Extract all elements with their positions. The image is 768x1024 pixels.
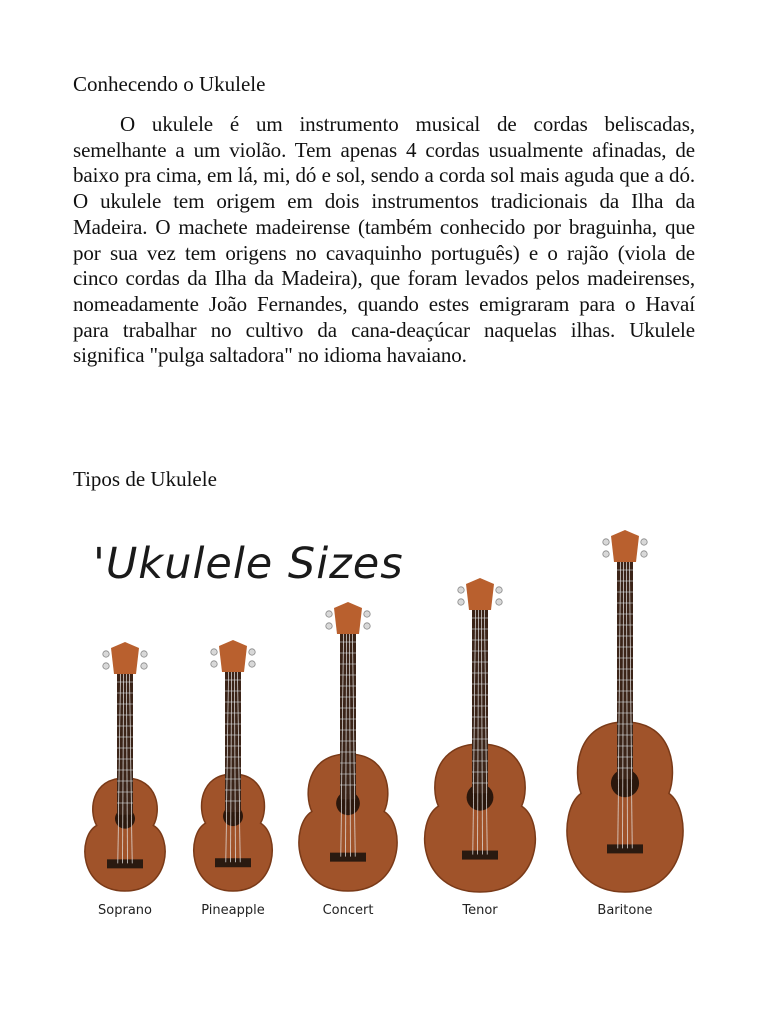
tuning-peg [458,599,464,605]
tuning-peg [364,611,370,617]
figure-title: 'Ukulele Sizes [93,539,404,589]
ukulele-sizes-illustration [73,516,705,928]
size-label-concert: Concert [322,903,374,918]
intro-paragraph: O ukulele é um instrumento musical de cordas beliscadas, semelhante a um violão. Tem apenas 4 cordas usualmente afinadas, de baixo pra cima, em lá, mi, dó e sol, sendo a corda sol mais aguda que a dó. O ukulele tem origem em dois instrumentos tradicionais da Ilha da Madeira. O machete madeirense (também conhecido por braguinha, que por sua vez tem origens no cavaquinho português) e o rajão (viola de cinco cordas da Ilha da Madeira), que foram levados pelos madeirenses, nomeadamente João Fernandes, quando estes emigraram para o Havaí para trabalhar no cultivo da cana-deaçúcar naquelas ilhas. Ukulele significa "pulga saltadora" no idioma havaiano. [73,112,695,368]
tuning-peg [641,539,647,545]
ukulele-concert [299,602,397,918]
size-label-baritone: Baritone [597,903,653,918]
headstock [219,640,247,672]
tuning-peg [211,649,217,655]
bridge [330,853,366,862]
tuning-peg [326,623,332,629]
ukulele-soprano [85,642,165,918]
ukulele-tenor [425,578,536,918]
headstock [111,642,139,674]
size-label-pineapple: Pineapple [201,903,265,918]
tuning-peg [603,539,609,545]
headstock [611,530,639,562]
bridge [462,851,498,860]
tuning-peg [103,651,109,657]
size-label-soprano: Soprano [98,903,152,918]
tuning-peg [141,651,147,657]
tuning-peg [249,661,255,667]
ukulele-pineapple [194,640,272,918]
bridge [607,844,643,853]
tuning-peg [141,663,147,669]
tuning-peg [496,599,502,605]
tuning-peg [364,623,370,629]
tuning-peg [458,587,464,593]
section-heading-types: Tipos de Ukulele [73,467,217,491]
tuning-peg [326,611,332,617]
tuning-peg [641,551,647,557]
tuning-peg [211,661,217,667]
ukulele-sizes-figure [73,516,705,928]
headstock [334,602,362,634]
ukulele-baritone [567,530,683,918]
tuning-peg [496,587,502,593]
tuning-peg [249,649,255,655]
bridge [107,859,143,868]
tuning-peg [603,551,609,557]
bridge [215,858,251,867]
section-heading-intro: Conhecendo o Ukulele [73,72,266,96]
size-label-tenor: Tenor [462,903,498,918]
tuning-peg [103,663,109,669]
headstock [466,578,494,610]
